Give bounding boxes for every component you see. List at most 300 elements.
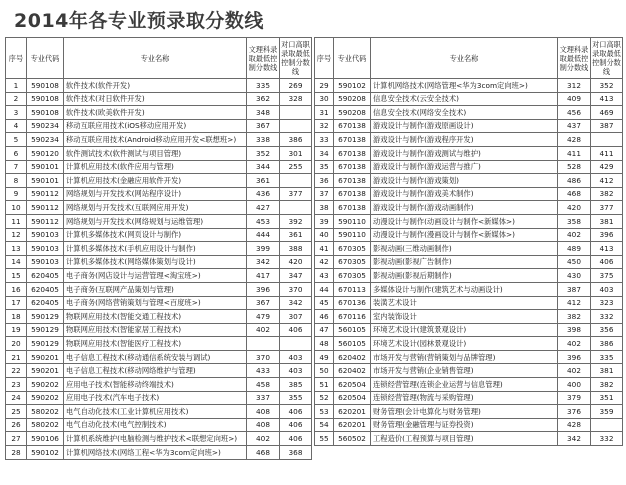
cell-score-general: 420 <box>558 201 591 215</box>
cell-no: 36 <box>315 174 334 188</box>
cell-no: 17 <box>6 296 27 310</box>
cell-score-vocational: 355 <box>280 391 312 405</box>
table-row <box>6 255 312 269</box>
cell-name: 电子商务(网店设计与运营管理<淘宝班>) <box>64 269 247 283</box>
cell-no: 37 <box>315 187 334 201</box>
cell-no: 3 <box>6 106 27 120</box>
cell-score-vocational: 269 <box>280 79 312 93</box>
table-row <box>6 79 312 93</box>
cell-score-general: 370 <box>247 350 280 364</box>
cell-name: 计算机系统维护(电脑检测与维护技术<联想定向班>) <box>64 432 247 446</box>
cell-score-general: 433 <box>247 364 280 378</box>
cell-score-general: 402 <box>558 228 591 242</box>
cell-score-general: 436 <box>247 187 280 201</box>
cell-score-general: 489 <box>558 242 591 256</box>
cell-code: 560105 <box>334 337 371 351</box>
cell-name: 影视动画(影视广告制作) <box>371 255 558 269</box>
cell-code: 560502 <box>334 432 371 446</box>
table-row <box>6 364 312 378</box>
cell-code: 590103 <box>27 228 64 242</box>
cell-no: 18 <box>6 310 27 324</box>
table-row <box>315 310 623 324</box>
cell-no: 32 <box>315 119 334 133</box>
cell-no: 6 <box>6 146 27 160</box>
cell-name: 电子信息工程技术(移动网络维护与管理) <box>64 364 247 378</box>
header-code: 专业代码 <box>27 38 64 79</box>
cell-no: 11 <box>6 214 27 228</box>
cell-name: 物联网应用技术(智能家居工程技术) <box>64 323 247 337</box>
cell-code: 590208 <box>334 106 371 120</box>
table-row <box>6 269 312 283</box>
cell-name: 物联网应用技术(智能医疗工程技术) <box>64 337 247 351</box>
cell-no: 10 <box>6 201 27 215</box>
cell-score-vocational: 406 <box>280 418 312 432</box>
cell-score-vocational: 411 <box>591 146 623 160</box>
cell-score-vocational: 385 <box>280 378 312 392</box>
table-row <box>315 364 623 378</box>
cell-code: 590110 <box>334 214 371 228</box>
cell-no: 12 <box>6 228 27 242</box>
cell-code: 670116 <box>334 310 371 324</box>
cell-name: 游戏设计与制作(游戏运营与推广) <box>371 160 558 174</box>
cell-score-vocational: 255 <box>280 160 312 174</box>
table-row <box>6 119 312 133</box>
cell-no: 25 <box>6 405 27 419</box>
cell-code: 590106 <box>27 432 64 446</box>
table-row <box>315 337 623 351</box>
cell-code: 590108 <box>27 92 64 106</box>
cell-score-vocational: 332 <box>591 310 623 324</box>
cell-no: 13 <box>6 242 27 256</box>
cell-no: 45 <box>315 296 334 310</box>
cell-name: 软件技术(对日软件开发) <box>64 92 247 106</box>
table-body-left <box>6 79 312 460</box>
cell-score-general: 468 <box>558 187 591 201</box>
table-row <box>315 201 623 215</box>
cell-no: 47 <box>315 323 334 337</box>
cell-code: 590202 <box>27 391 64 405</box>
cell-no: 29 <box>315 79 334 93</box>
cell-code: 670138 <box>334 119 371 133</box>
cell-no: 30 <box>315 92 334 106</box>
cell-name: 游戏设计与制作(游戏原画设计) <box>371 119 558 133</box>
cell-name: 室内装饰设计 <box>371 310 558 324</box>
cell-name: 网络规划与开发技术(网络规划与运维管理) <box>64 214 247 228</box>
cell-score-general: 398 <box>558 323 591 337</box>
cell-no: 14 <box>6 255 27 269</box>
cell-no: 28 <box>6 446 27 460</box>
cell-score-general: 352 <box>247 146 280 160</box>
cell-name: 计算机应用技术(金融应用软件开发) <box>64 174 247 188</box>
cell-code: 670305 <box>334 269 371 283</box>
cell-score-vocational: 356 <box>591 323 623 337</box>
cell-name: 计算机多媒体技术(网络媒体策划与设计) <box>64 255 247 269</box>
cell-name: 连锁经营管理(连锁企业运营与信息管理) <box>371 378 558 392</box>
table-row <box>6 296 312 310</box>
cell-code: 590234 <box>27 133 64 147</box>
cell-score-general: 411 <box>558 146 591 160</box>
cell-score-vocational: 406 <box>591 255 623 269</box>
cell-code: 590112 <box>27 201 64 215</box>
cell-score-vocational: 382 <box>591 187 623 201</box>
cell-score-general: 450 <box>558 255 591 269</box>
cell-score-general: 486 <box>558 174 591 188</box>
cell-score-general: 396 <box>247 282 280 296</box>
cell-code: 670138 <box>334 160 371 174</box>
cell-code: 580202 <box>27 418 64 432</box>
cell-score-general: 362 <box>247 92 280 106</box>
cell-name: 软件技术(软件开发) <box>64 79 247 93</box>
cell-no: 22 <box>6 364 27 378</box>
cell-score-general: 437 <box>558 119 591 133</box>
cell-code: 590201 <box>27 350 64 364</box>
cell-score-vocational: 403 <box>280 350 312 364</box>
cell-name: 装潢艺术设计 <box>371 296 558 310</box>
table-row <box>315 269 623 283</box>
cell-score-vocational: 382 <box>591 378 623 392</box>
cell-score-vocational: 377 <box>280 187 312 201</box>
cell-code: 670138 <box>334 201 371 215</box>
cell-score-general: 412 <box>558 296 591 310</box>
cell-code: 620402 <box>334 364 371 378</box>
cell-name: 游戏设计与制作(游戏美术制作) <box>371 187 558 201</box>
cell-no: 5 <box>6 133 27 147</box>
table-row <box>6 146 312 160</box>
cell-code: 590129 <box>27 310 64 324</box>
cell-no: 23 <box>6 378 27 392</box>
cell-code: 670305 <box>334 242 371 256</box>
cell-score-vocational: 388 <box>280 242 312 256</box>
cell-score-vocational: 420 <box>280 255 312 269</box>
cell-code: 590129 <box>27 323 64 337</box>
cell-name: 电子商务(互联网产品策划与管理) <box>64 282 247 296</box>
table-row <box>315 133 623 147</box>
cell-score-vocational: 370 <box>280 282 312 296</box>
table-row <box>315 350 623 364</box>
cell-name: 移动互联应用技术(Android移动应用开发<联想班>) <box>64 133 247 147</box>
cell-score-vocational: 342 <box>280 296 312 310</box>
cell-score-vocational: 381 <box>591 364 623 378</box>
cell-score-vocational: 361 <box>280 228 312 242</box>
cell-name: 信息安全技术(云安全技术) <box>371 92 558 106</box>
table-header-row <box>6 38 312 79</box>
cell-score-vocational <box>280 119 312 133</box>
table-row <box>6 323 312 337</box>
table-row <box>315 378 623 392</box>
cell-name: 动漫设计与制作(漫画设计与制作<新媒体>) <box>371 228 558 242</box>
cell-code: 580202 <box>27 405 64 419</box>
score-table-right <box>314 37 623 446</box>
header-code: 专业代码 <box>334 38 371 79</box>
cell-code: 620402 <box>334 350 371 364</box>
cell-code: 620405 <box>27 282 64 296</box>
cell-score-vocational: 413 <box>591 92 623 106</box>
table-row <box>6 432 312 446</box>
table-row <box>6 446 312 460</box>
cell-code: 590112 <box>27 214 64 228</box>
cell-score-general: 399 <box>247 242 280 256</box>
cell-code: 670138 <box>334 133 371 147</box>
table-row <box>315 391 623 405</box>
table-row <box>6 242 312 256</box>
cell-score-vocational <box>280 201 312 215</box>
cell-code: 590101 <box>27 160 64 174</box>
cell-score-general: 342 <box>558 432 591 446</box>
cell-no: 40 <box>315 228 334 242</box>
cell-score-general: 468 <box>247 446 280 460</box>
table-row <box>6 160 312 174</box>
table-row <box>6 391 312 405</box>
header-score-vocational: 对口高职录取最低控制分数线 <box>280 38 312 79</box>
cell-score-vocational: 368 <box>280 446 312 460</box>
cell-name: 市场开发与营销(企业销售管理) <box>371 364 558 378</box>
table-row <box>6 228 312 242</box>
cell-score-vocational: 392 <box>280 214 312 228</box>
cell-no: 54 <box>315 418 334 432</box>
cell-name: 游戏设计与制作(游戏测试与维护) <box>371 146 558 160</box>
cell-no: 9 <box>6 187 27 201</box>
cell-score-vocational: 377 <box>591 201 623 215</box>
cell-no: 41 <box>315 242 334 256</box>
cell-score-general: 453 <box>247 214 280 228</box>
cell-name: 计算机多媒体技术(手机应用设计与制作) <box>64 242 247 256</box>
cell-name: 应用电子技术(智能移动终端技术) <box>64 378 247 392</box>
cell-score-general: 367 <box>247 296 280 310</box>
cell-score-general: 402 <box>247 323 280 337</box>
table-row <box>315 255 623 269</box>
table-row <box>315 242 623 256</box>
cell-score-general: 430 <box>558 269 591 283</box>
cell-score-vocational: 323 <box>591 296 623 310</box>
table-row <box>6 282 312 296</box>
cell-score-general: 387 <box>558 282 591 296</box>
table-row <box>315 432 623 446</box>
cell-name: 应用电子技术(汽车电子技术) <box>64 391 247 405</box>
score-table-left <box>5 37 312 460</box>
table-row <box>6 106 312 120</box>
cell-name: 影视动画(三维动画制作) <box>371 242 558 256</box>
cell-score-general: 396 <box>558 350 591 364</box>
cell-no: 42 <box>315 255 334 269</box>
cell-score-general: 408 <box>247 405 280 419</box>
cell-score-general: 444 <box>247 228 280 242</box>
header-no: 序号 <box>315 38 334 79</box>
table-row <box>315 160 623 174</box>
cell-name: 计算机网络技术(网络工程<华为3com定向班>) <box>64 446 247 460</box>
table-row <box>315 228 623 242</box>
cell-score-general: 338 <box>247 133 280 147</box>
cell-code: 590108 <box>27 106 64 120</box>
cell-code: 620504 <box>334 391 371 405</box>
cell-name: 连锁经营管理(物流与采购管理) <box>371 391 558 405</box>
table-row <box>6 201 312 215</box>
cell-no: 16 <box>6 282 27 296</box>
cell-no: 31 <box>315 106 334 120</box>
table-row <box>6 310 312 324</box>
header-name: 专业名称 <box>371 38 558 79</box>
cell-code: 590202 <box>27 378 64 392</box>
cell-score-general: 402 <box>558 364 591 378</box>
cell-score-general: 344 <box>247 160 280 174</box>
cell-no: 39 <box>315 214 334 228</box>
cell-name: 电气自动化技术(电气控制技术) <box>64 418 247 432</box>
table-row <box>6 405 312 419</box>
cell-no: 21 <box>6 350 27 364</box>
table-row <box>6 378 312 392</box>
cell-no: 55 <box>315 432 334 446</box>
cell-score-general: 402 <box>558 337 591 351</box>
cell-no: 46 <box>315 310 334 324</box>
cell-code: 670138 <box>334 187 371 201</box>
cell-name: 电气自动化技术(工业计算机应用技术) <box>64 405 247 419</box>
cell-code: 620405 <box>27 296 64 310</box>
cell-score-vocational: 429 <box>591 160 623 174</box>
table-row <box>315 282 623 296</box>
cell-name: 游戏设计与制作(游戏动画制作) <box>371 201 558 215</box>
cell-name: 财务管理(会计电算化与财务管理) <box>371 405 558 419</box>
cell-no: 8 <box>6 174 27 188</box>
cell-score-general: 408 <box>247 418 280 432</box>
table-row <box>6 337 312 351</box>
cell-code: 590103 <box>27 255 64 269</box>
cell-score-vocational: 381 <box>591 214 623 228</box>
cell-score-general: 428 <box>558 133 591 147</box>
cell-score-vocational: 351 <box>591 391 623 405</box>
cell-no: 43 <box>315 269 334 283</box>
cell-code: 590101 <box>27 174 64 188</box>
cell-code: 590110 <box>334 228 371 242</box>
cell-code: 590129 <box>27 337 64 351</box>
cell-code: 620201 <box>334 418 371 432</box>
cell-no: 53 <box>315 405 334 419</box>
cell-score-general: 427 <box>247 201 280 215</box>
table-row <box>315 323 623 337</box>
cell-score-general: 409 <box>558 92 591 106</box>
header-score-general: 文理科录取最低控制分数线 <box>247 38 280 79</box>
cell-score-vocational: 386 <box>280 133 312 147</box>
cell-name: 网络规划与开发技术(网站程序设计) <box>64 187 247 201</box>
cell-score-vocational: 375 <box>591 269 623 283</box>
cell-score-vocational: 396 <box>591 228 623 242</box>
cell-score-general: 335 <box>247 79 280 93</box>
table-row <box>6 418 312 432</box>
cell-name: 影视动画(影视后期制作) <box>371 269 558 283</box>
cell-score-vocational: 307 <box>280 310 312 324</box>
cell-name: 计算机网络技术(网络管理<华为3com定向班>) <box>371 79 558 93</box>
cell-name: 市场开发与营销(营销策划与品牌管理) <box>371 350 558 364</box>
cell-score-vocational <box>280 174 312 188</box>
cell-no: 44 <box>315 282 334 296</box>
cell-score-vocational: 406 <box>280 405 312 419</box>
cell-code: 590120 <box>27 146 64 160</box>
cell-code: 590234 <box>27 119 64 133</box>
cell-score-general: 348 <box>247 106 280 120</box>
cell-no: 4 <box>6 119 27 133</box>
cell-no: 35 <box>315 160 334 174</box>
cell-score-vocational <box>591 418 623 432</box>
cell-code: 620405 <box>27 269 64 283</box>
cell-no: 7 <box>6 160 27 174</box>
cell-no: 49 <box>315 350 334 364</box>
cell-score-vocational: 412 <box>591 174 623 188</box>
cell-score-vocational: 328 <box>280 92 312 106</box>
cell-name: 工程造价(工程预算与项目管理) <box>371 432 558 446</box>
cell-name: 软件技术(欧美软件开发) <box>64 106 247 120</box>
cell-score-general: 367 <box>247 119 280 133</box>
cell-no: 33 <box>315 133 334 147</box>
cell-code: 620201 <box>334 405 371 419</box>
table-row <box>315 79 623 93</box>
header-no: 序号 <box>6 38 27 79</box>
cell-no: 19 <box>6 323 27 337</box>
cell-name: 软件测试技术(软件测试与项目管理) <box>64 146 247 160</box>
table-header-row <box>315 38 623 79</box>
cell-no: 27 <box>6 432 27 446</box>
cell-score-vocational: 413 <box>591 242 623 256</box>
cell-name: 环境艺术设计(建筑景观设计) <box>371 323 558 337</box>
table-row <box>6 350 312 364</box>
cell-score-general: 417 <box>247 269 280 283</box>
table-row <box>6 214 312 228</box>
cell-score-general: 358 <box>558 214 591 228</box>
cell-score-vocational: 406 <box>280 432 312 446</box>
cell-code: 670136 <box>334 296 371 310</box>
cell-score-vocational: 386 <box>591 337 623 351</box>
table-row <box>315 296 623 310</box>
cell-code: 590103 <box>27 242 64 256</box>
cell-code: 670113 <box>334 282 371 296</box>
table-row <box>315 174 623 188</box>
cell-name: 网络规划与开发技术(互联网应用开发) <box>64 201 247 215</box>
cell-code: 670305 <box>334 255 371 269</box>
cell-code: 590108 <box>27 79 64 93</box>
table-row <box>315 418 623 432</box>
cell-no: 26 <box>6 418 27 432</box>
cell-no: 2 <box>6 92 27 106</box>
cell-score-vocational: 359 <box>591 405 623 419</box>
cell-no: 48 <box>315 337 334 351</box>
cell-name: 电子信息工程技术(移动通信系统安装与调试) <box>64 350 247 364</box>
cell-code: 670138 <box>334 146 371 160</box>
cell-code: 560105 <box>334 323 371 337</box>
cell-score-general: 458 <box>247 378 280 392</box>
cell-no: 1 <box>6 79 27 93</box>
cell-no: 38 <box>315 201 334 215</box>
cell-score-vocational: 352 <box>591 79 623 93</box>
table-row <box>315 214 623 228</box>
cell-score-vocational: 347 <box>280 269 312 283</box>
cell-no: 15 <box>6 269 27 283</box>
cell-name: 环境艺术设计(园林景观设计) <box>371 337 558 351</box>
cell-code: 620504 <box>334 378 371 392</box>
table-row <box>315 187 623 201</box>
cell-score-general: 312 <box>558 79 591 93</box>
cell-name: 游戏设计与制作(游戏策划) <box>371 174 558 188</box>
cell-code: 590102 <box>27 446 64 460</box>
cell-name: 游戏设计与制作(游戏程序开发) <box>371 133 558 147</box>
cell-name: 计算机应用技术(软件应用与管理) <box>64 160 247 174</box>
cell-name: 动漫设计与制作(动画设计与制作<新媒体>) <box>371 214 558 228</box>
cell-score-general: 382 <box>558 310 591 324</box>
cell-no: 51 <box>315 378 334 392</box>
table-body-right <box>315 79 623 446</box>
cell-score-general: 342 <box>247 255 280 269</box>
cell-score-vocational: 403 <box>591 282 623 296</box>
cell-score-vocational <box>280 106 312 120</box>
cell-name: 多媒体设计与制作(建筑艺术与动画设计) <box>371 282 558 296</box>
cell-name: 计算机多媒体技术(网页设计与制作) <box>64 228 247 242</box>
cell-score-general: 376 <box>558 405 591 419</box>
